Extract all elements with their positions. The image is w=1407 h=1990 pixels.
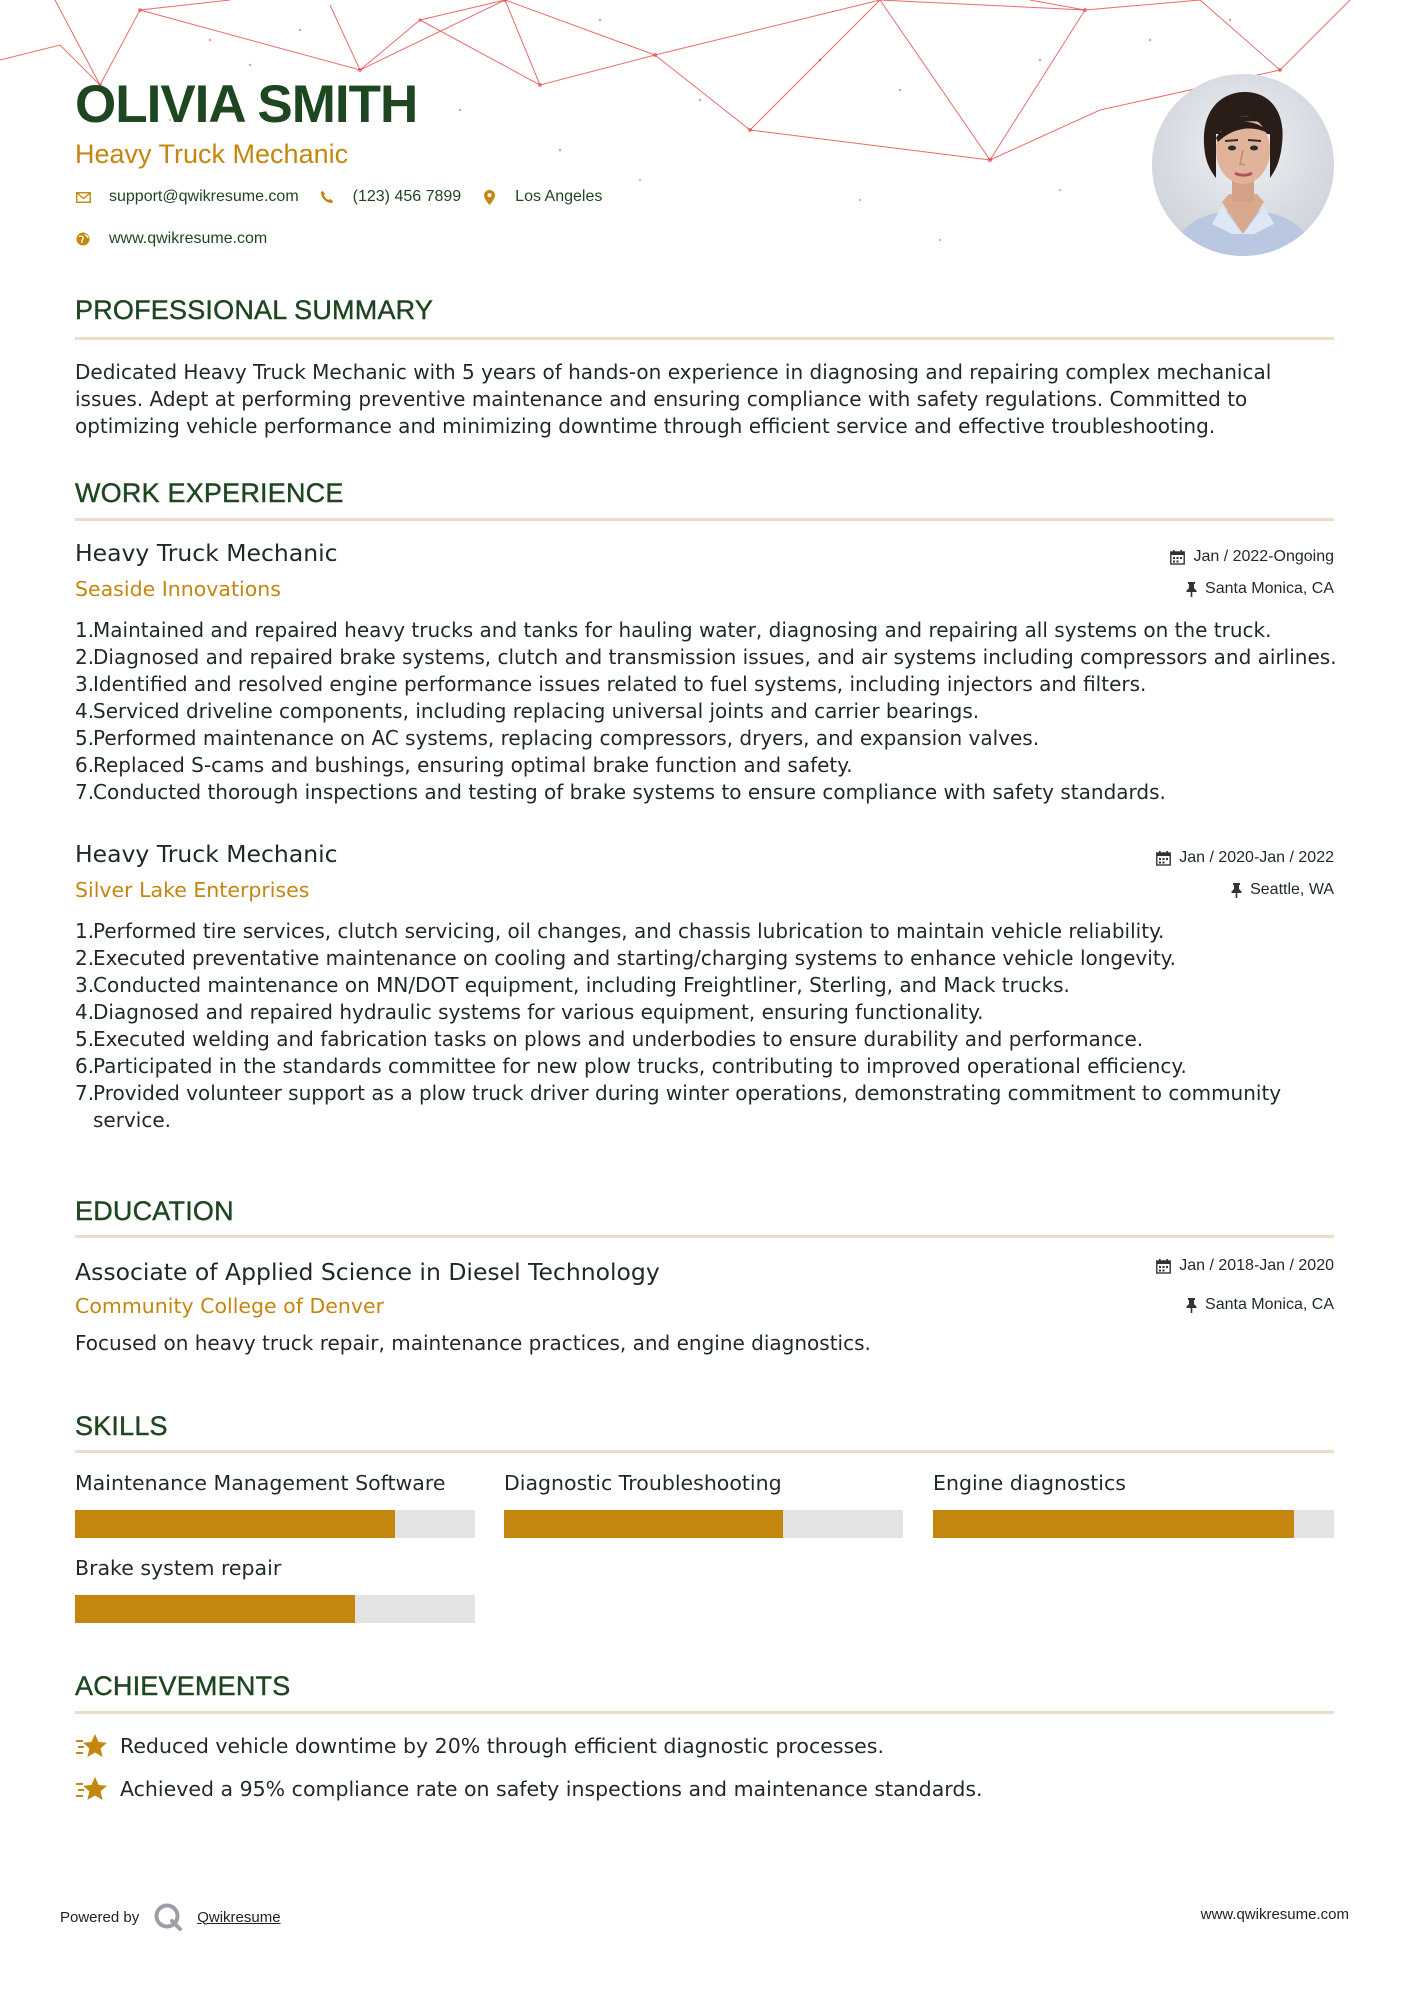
website-item[interactable] [75,230,267,248]
job-dates-text: Jan / 2022-Ongoing [1193,548,1334,565]
skill-label: Brake system repair [75,1556,282,1580]
list-item: 7. Provided volunteer support as a plow truck driver during winter operations, demonstrating commitment to community service. [75,1081,1282,1132]
divider [75,1711,1334,1714]
job-location [1231,881,1334,899]
list-item: 6. Participated in the standards committee for new plow trucks, contributing to improved operational efficiency. [75,1054,1187,1078]
qwikresume-logo-icon [153,1902,183,1932]
job-location [1186,580,1334,598]
profile-photo [1152,74,1334,256]
section-title-summary: PROFESSIONAL SUMMARY [75,295,434,325]
phone-icon [319,190,335,204]
skill-bar-fill [75,1595,355,1623]
list-item: 4. Diagnosed and repaired hydraulic systems for various equipment, ensuring functionality. [75,1000,984,1024]
location-item [481,188,602,206]
powered-by-text: Powered by [60,1908,140,1926]
job-bullets [75,918,1337,1134]
section-title-experience: WORK EXPERIENCE [75,478,344,508]
list-item: 2. Diagnosed and repaired brake systems, clutch and transmission issues, and air systems including compressors and airlines. [75,645,1337,669]
section-title-skills: SKILLS [75,1411,168,1441]
list-item: 5. Executed welding and fabrication tasks on plows and underbodies to ensure durability and performance. [75,1027,1144,1051]
section-title-achievements: ACHIEVEMENTS [75,1671,291,1701]
company-name: Silver Lake Enterprises [75,878,310,902]
job-bullets [75,617,1337,806]
job-dates [1170,548,1334,566]
skill-bar-fill [933,1510,1294,1538]
divider [75,518,1334,521]
star-icon [75,1774,109,1804]
achievement-text: Achieved a 95% compliance rate on safety inspections and maintenance standards. [120,1777,983,1801]
job-dates-text: Jan / 2020-Jan / 2022 [1179,849,1334,866]
job-title: Heavy Truck Mechanic [75,840,338,868]
list-item: 6. Replaced S-cams and bushings, ensuring optimal brake function and safety. [75,753,853,777]
education-location-text: Santa Monica, CA [1205,1296,1334,1313]
skill-bar [504,1510,903,1538]
achievement-text: Reduced vehicle downtime by 20% through efficient diagnostic processes. [120,1734,884,1758]
education-dates-text: Jan / 2018-Jan / 2020 [1179,1257,1334,1274]
map-pin-icon [481,190,497,205]
skill-bar-fill [75,1510,395,1538]
education-dates [1156,1257,1334,1275]
pushpin-icon [1186,1298,1197,1313]
job-dates [1156,849,1334,867]
footer-powered-by [60,1902,281,1932]
school-name: Community College of Denver [75,1294,385,1318]
list-item: 2. Executed preventative maintenance on cooling and starting/charging systems to enhance vehicle longevity. [75,946,1176,970]
job-title: Heavy Truck Mechanic [75,539,338,567]
candidate-title: Heavy Truck Mechanic [75,139,349,169]
company-name: Seaside Innovations [75,577,281,601]
footer-website[interactable]: www.qwikresume.com [1200,1906,1349,1923]
skill-label: Diagnostic Troubleshooting [504,1471,782,1495]
skill-bar-fill [504,1510,783,1538]
star-icon [75,1731,109,1761]
skill-label: Engine diagnostics [933,1471,1126,1495]
globe-icon [75,232,91,246]
location-text: Los Angeles [515,188,603,205]
contact-row-1 [75,188,622,206]
email-text: support@qwikresume.com [109,188,299,205]
summary-text: Dedicated Heavy Truck Mechanic with 5 years of hands-on experience in diagnosing and repairing complex mechanical issues. Adept at performing preventive maintenance and ensuring compliance with safety regulations. Committed to optimizing vehicle performance and minimizing downtime through efficient service and effective troubleshooting. [75,360,1272,438]
list-item: 3. Conducted maintenance on MN/DOT equipment, including Freightliner, Sterling, and Mack trucks. [75,973,1070,997]
envelope-icon [75,192,91,203]
list-item: 1. Performed tire services, clutch servicing, oil changes, and chassis lubrication to maintain vehicle reliability. [75,919,1165,943]
degree-title: Associate of Applied Science in Diesel Technology [75,1258,660,1286]
achievement-item [75,1731,884,1761]
job-location-text: Santa Monica, CA [1205,580,1334,597]
skill-label: Maintenance Management Software [75,1471,446,1495]
section-title-education: EDUCATION [75,1196,234,1226]
pushpin-icon [1186,582,1197,597]
education-description: Focused on heavy truck repair, maintenance practices, and engine diagnostics. [75,1331,871,1355]
skill-bar [75,1510,475,1538]
list-item: 7. Conducted thorough inspections and testing of brake systems to ensure compliance with safety standards. [75,780,1166,804]
qwikresume-link[interactable]: Qwikresume [197,1908,281,1926]
calendar-icon [1170,550,1185,565]
education-location [1186,1296,1334,1314]
candidate-name: OLIVIA SMITH [75,75,418,134]
skill-bar [75,1595,475,1623]
job-location-text: Seattle, WA [1250,881,1334,898]
divider [75,1235,1334,1238]
list-item: 1. Maintained and repaired heavy trucks and tanks for hauling water, diagnosing and repairing all systems on the truck. [75,618,1272,642]
calendar-icon [1156,1259,1171,1274]
email-item[interactable] [75,188,299,206]
divider [75,1450,1334,1453]
list-item: 5. Performed maintenance on AC systems, replacing compressors, dryers, and expansion valves. [75,726,1040,750]
divider [75,337,1334,340]
phone-item[interactable] [319,188,462,206]
pushpin-icon [1231,883,1242,898]
contact-row-2 [75,230,287,248]
list-item: 4. Serviced driveline components, including replacing universal joints and carrier bearings. [75,699,980,723]
calendar-icon [1156,851,1171,866]
website-text: www.qwikresume.com [109,230,268,247]
list-item: 3. Identified and resolved engine performance issues related to fuel systems, including injectors and filters. [75,672,1147,696]
header [75,75,417,171]
phone-text: (123) 456 7899 [352,188,462,205]
skill-bar [933,1510,1334,1538]
achievement-item [75,1774,983,1804]
